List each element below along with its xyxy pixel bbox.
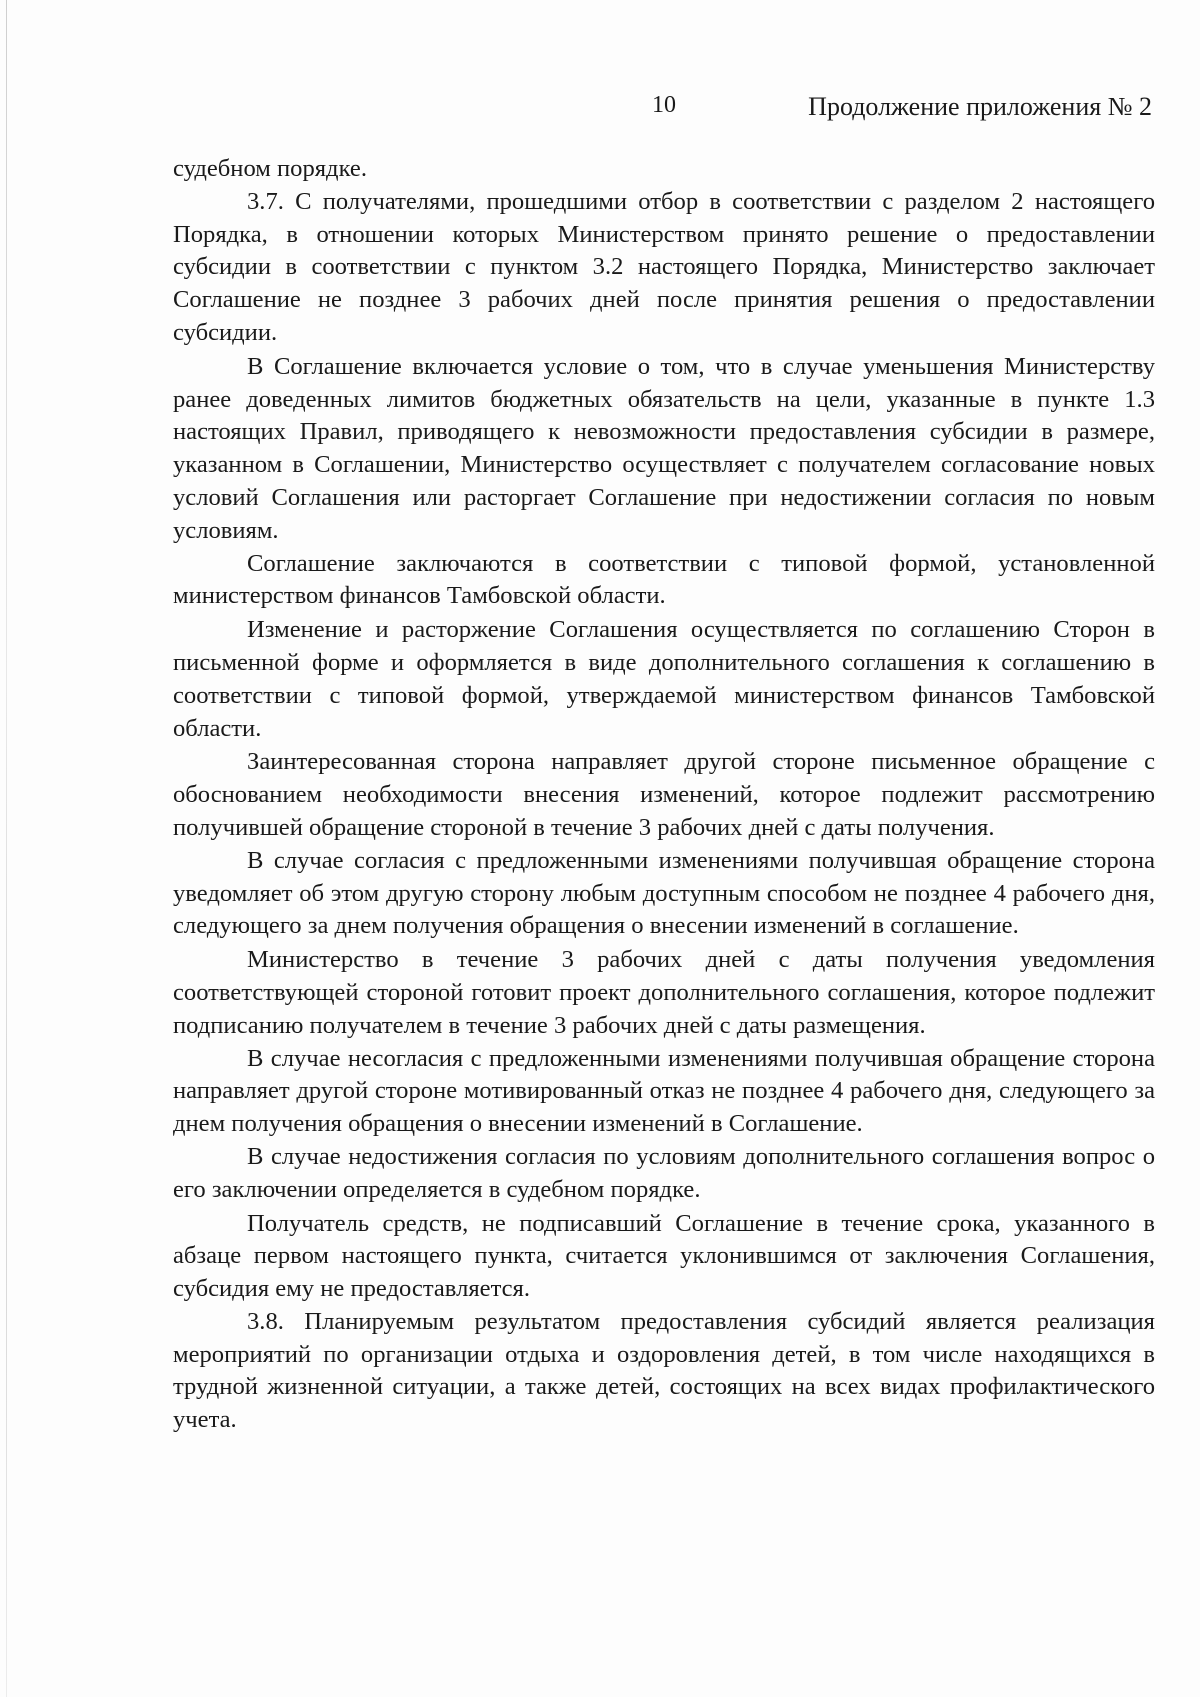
paragraph-continuation: судебном порядке.: [173, 155, 367, 182]
paragraph-3-8: 3.8. Планируемым результатом предоставления субсидий является реализация мероприятий по организации отдыха и оздоровления детей, в том числе находящихся в трудной жизненной ситуации, а также детей, состоящих на всех видах профилактического учета.: [173, 1307, 1155, 1434]
paragraph-3-7: 3.7. С получателями, прошедшими отбор в соответствии с разделом 2 настоящего Порядка, в отношении которых Министерством принято решение о предоставлении субсидии в соответствии с пунктом 3.2 настоящего Порядка, Министерство заключает Соглашение не позднее 3 рабочих дней после принятия решения о предоставлении субсидии.: [173, 187, 1155, 346]
page-header: [0, 86, 1200, 126]
paragraph-ministry-draft: Министерство в течение 3 рабочих дней с даты получения уведомления соответствующей стороной готовит проект дополнительного соглашения, которое подлежит подписанию получателем в течение 3 рабочих дней с даты размещения.: [173, 946, 1155, 1039]
page-number: 10: [652, 92, 676, 118]
document-body: [173, 153, 1155, 1437]
paragraph-typical-form: Соглашение заключаются в соответствии с типовой формой, установленной министерством финансов Тамбовской области.: [173, 549, 1155, 610]
paragraph-court: В случае недостижения согласия по условиям дополнительного соглашения вопрос о его заключении определяется в судебном порядке.: [173, 1142, 1155, 1203]
paragraph-agreement-case: В случае согласия с предложенными изменениями получившая обращение сторона уведомляет об этом другую сторону любым доступным способом не позднее 4 рабочего дня, следующего за днем получения обращения о внесении изменений в соглашение.: [173, 846, 1155, 940]
paragraph-limits-reduction: В Соглашение включается условие о том, что в случае уменьшения Министерству ранее доведенных лимитов бюджетных обязательств на цели, указанные в пункте 1.3 настоящих Правил, приводящего к невозможности предоставления субсидии в размере, указанном в Соглашении, Министерство осуществляет с получателем согласование новых условий Соглашения или расторгает Соглашение при недостижении согласия по новым условиям.: [173, 352, 1155, 544]
paragraph-disagreement-case: В случае несогласия с предложенными изменениями получившая обращение сторона направляет другой стороне мотивированный отказ не позднее 4 рабочего дня, следующего за днем получения обращения о внесении изменений в Соглашение.: [173, 1044, 1155, 1138]
paragraph-interested-party: Заинтересованная сторона направляет другой стороне письменное обращение с обоснованием необходимости внесения изменений, которое подлежит рассмотрению получившей обращение стороной в течение 3 рабочих дней с даты получения.: [173, 748, 1155, 841]
scan-edge-line: [6, 0, 7, 1697]
paragraph-evasion: Получатель средств, не подписавший Соглашение в течение срока, указанного в абзаце первом настоящего пункта, считается уклонившимся от заключения Соглашения, субсидия ему не предоставляется.: [173, 1209, 1155, 1303]
paragraph-amendment: Изменение и расторжение Соглашения осуществляется по соглашению Сторон в письменной форме и оформляется в виде дополнительного соглашения к соглашению в соответствии с типовой формой, утверждаемой министерством финансов Тамбовской области.: [173, 616, 1155, 742]
appendix-continuation-title: Продолжение приложения № 2: [808, 92, 1152, 121]
